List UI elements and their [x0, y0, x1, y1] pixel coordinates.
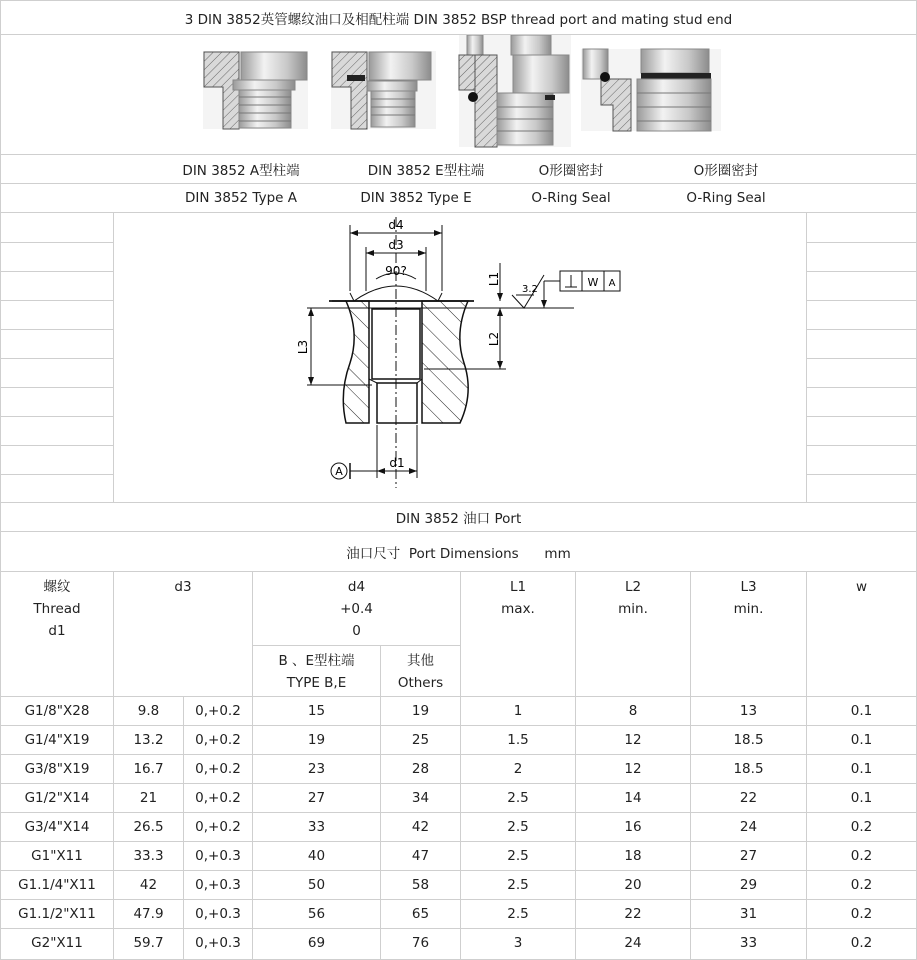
sheet-title: 3 DIN 3852英管螺纹油口及相配柱端 DIN 3852 BSP thread port and mating stud end — [1, 1, 916, 35]
cell-d4-type-be: 50 — [307, 877, 326, 893]
label-en-o-ring-2: O-Ring Seal — [686, 190, 766, 206]
drawing-angle-label: 90? — [385, 264, 407, 278]
header-l1-label: L1 — [509, 579, 527, 595]
cell-d4-others: 42 — [411, 819, 430, 835]
cell-w: 0.2 — [850, 819, 873, 835]
cell-l1: 3 — [513, 935, 523, 951]
cell-d3: 9.8 — [137, 703, 160, 719]
drawing-l1-label: L1 — [487, 271, 501, 287]
port-dimensions-text: 油口尺寸 Port Dimensions mm — [346, 545, 571, 562]
header-l2 — [576, 572, 690, 696]
cell-w: 0.2 — [850, 906, 873, 922]
header-thread-d1: d1 — [48, 623, 66, 639]
header-l1 — [461, 572, 575, 696]
cell-d3: 47.9 — [133, 906, 164, 922]
cell-thread: G1/8"X28 — [24, 703, 90, 719]
cell-thread: G1.1/2"X11 — [18, 906, 96, 922]
header-d4-others-en: Others — [397, 675, 444, 691]
cell-thread: G2"X11 — [31, 935, 83, 951]
cell-thread: G3/8"X19 — [24, 761, 90, 777]
cell-d4-others: 47 — [411, 848, 430, 864]
header-l2-qual: min. — [618, 601, 648, 617]
cell-l2: 12 — [624, 761, 642, 777]
cell-w: 0.1 — [850, 703, 873, 719]
cell-l2: 24 — [624, 935, 642, 951]
drawing-tolerance-datum: A — [608, 278, 616, 289]
header-w-label: w — [855, 579, 868, 595]
cell-l1: 2.5 — [507, 877, 529, 893]
port-drawing-row — [1, 213, 916, 503]
cell-d4-others: 58 — [411, 877, 430, 893]
cell-l1: 1 — [513, 703, 523, 719]
cell-d4-type-be: 23 — [307, 761, 326, 777]
cell-l2: 8 — [628, 703, 638, 719]
header-d4-lower-tol: 0 — [352, 623, 361, 639]
cell-d4-others: 76 — [411, 935, 430, 951]
cell-d4-others: 19 — [411, 703, 430, 719]
type-e-image — [331, 51, 436, 129]
cell-w: 0.2 — [850, 848, 873, 864]
cell-d3: 59.7 — [133, 935, 164, 951]
header-l1-qual: max. — [501, 601, 535, 617]
cell-d4-type-be: 27 — [307, 790, 326, 806]
cell-d4-others: 65 — [411, 906, 430, 922]
cell-l2: 22 — [624, 906, 642, 922]
stud-end-images — [1, 35, 916, 155]
drawing-d3-label: d3 — [388, 238, 404, 252]
drawing-l2-label: L2 — [487, 331, 501, 347]
header-d4-others — [381, 646, 460, 696]
stud-end-illustrations — [1, 35, 916, 155]
cell-d4-type-be: 19 — [307, 732, 326, 748]
header-d4-label: d4 — [347, 579, 366, 595]
header-d4 — [253, 572, 460, 645]
cell-d3-tol: 0,+0.2 — [195, 819, 241, 835]
cell-d3-tol: 0,+0.3 — [195, 877, 241, 893]
drawing-roughness-label: 3.2 — [522, 284, 538, 295]
cell-d3: 13.2 — [133, 732, 164, 748]
cell-d3-tol: 0,+0.3 — [195, 848, 241, 864]
type-a-image — [203, 51, 308, 129]
cell-w: 0.2 — [850, 935, 873, 951]
cell-w: 0.1 — [850, 732, 873, 748]
labels-cn-row — [1, 155, 916, 184]
header-l2-label: L2 — [624, 579, 642, 595]
cell-d3: 21 — [139, 790, 158, 806]
cell-l3: 33 — [739, 935, 758, 951]
header-l3-qual: min. — [733, 601, 764, 617]
cell-d4-others: 34 — [411, 790, 430, 806]
label-en-o-ring-1: O-Ring Seal — [531, 190, 611, 206]
cell-l2: 18 — [624, 848, 642, 864]
cell-l1: 2.5 — [507, 790, 529, 806]
drawing-d1-label: d1 — [389, 456, 405, 470]
cell-d3-tol: 0,+0.2 — [195, 790, 241, 806]
label-cn-o-ring-1: O形圈密封 — [538, 163, 604, 179]
header-d4-upper-tol: +0.4 — [340, 601, 373, 617]
header-d3-label: d3 — [174, 579, 192, 595]
header-thread-cn: 螺纹 — [43, 579, 71, 595]
cell-l3: 24 — [739, 819, 758, 835]
cell-thread: G1.1/4"X11 — [18, 877, 96, 893]
label-en-type-a: DIN 3852 Type A — [185, 190, 297, 206]
o-ring-seal-image-2 — [581, 49, 721, 131]
cell-l3: 13 — [739, 703, 758, 719]
cell-d4-others: 28 — [411, 761, 430, 777]
header-d4-type-be-cn: B 、E型柱端 — [278, 653, 355, 669]
cell-l3: 31 — [739, 906, 758, 922]
labels-en-row — [1, 184, 916, 213]
cell-w: 0.2 — [850, 877, 873, 893]
cell-d3: 42 — [139, 877, 158, 893]
o-ring-seal-image-1 — [459, 35, 571, 147]
header-d4-type-be-en: TYPE B,E — [286, 675, 347, 691]
cell-d3: 33.3 — [133, 848, 164, 864]
header-l3 — [691, 572, 806, 696]
header-w — [807, 572, 916, 696]
cell-l3: 22 — [739, 790, 758, 806]
cell-d4-others: 25 — [411, 732, 430, 748]
cell-l2: 16 — [624, 819, 642, 835]
header-d4-type-be — [253, 646, 380, 696]
cell-l3: 29 — [739, 877, 758, 893]
label-cn-type-a: DIN 3852 A型柱端 — [182, 163, 300, 179]
cell-w: 0.1 — [850, 761, 873, 777]
drawing-d4-label: d4 — [388, 218, 404, 232]
cell-d3-tol: 0,+0.3 — [195, 935, 241, 951]
cell-l3: 18.5 — [733, 732, 764, 748]
header-d3 — [114, 572, 252, 696]
header-d4-others-cn: 其他 — [407, 653, 434, 669]
header-thread-en: Thread — [33, 601, 81, 617]
cell-l2: 20 — [624, 877, 642, 893]
cell-d4-type-be: 69 — [307, 935, 326, 951]
cell-thread: G3/4"X14 — [24, 819, 90, 835]
port-dimensions-title — [1, 532, 916, 572]
cell-thread: G1/2"X14 — [24, 790, 90, 806]
cell-d3: 16.7 — [133, 761, 164, 777]
cell-thread: G1/4"X19 — [24, 732, 90, 748]
cell-thread: G1"X11 — [31, 848, 83, 864]
cell-l1: 1.5 — [507, 732, 529, 748]
cell-d3: 26.5 — [133, 819, 164, 835]
label-en-type-e: DIN 3852 Type E — [360, 190, 472, 206]
label-cn-type-e: DIN 3852 E型柱端 — [367, 163, 485, 179]
cell-d4-type-be: 15 — [307, 703, 326, 719]
cell-l2: 12 — [624, 732, 642, 748]
cell-d3-tol: 0,+0.3 — [195, 906, 241, 922]
port-dimension-drawing — [114, 213, 806, 502]
cell-l1: 2.5 — [507, 848, 529, 864]
cell-d3-tol: 0,+0.2 — [195, 703, 241, 719]
label-cn-o-ring-2: O形圈密封 — [693, 163, 759, 179]
cell-d3-tol: 0,+0.2 — [195, 732, 241, 748]
drawing-l3-label: L3 — [296, 339, 310, 355]
header-thread — [1, 572, 113, 696]
cell-d3-tol: 0,+0.2 — [195, 761, 241, 777]
cell-l1: 2.5 — [507, 819, 529, 835]
drawing-datum-a: A — [335, 465, 343, 478]
cell-d4-type-be: 56 — [307, 906, 326, 922]
cell-l3: 27 — [739, 848, 758, 864]
cell-d4-type-be: 33 — [307, 819, 326, 835]
cell-l3: 18.5 — [733, 761, 764, 777]
header-l3-label: L3 — [740, 579, 757, 595]
cell-l1: 2 — [513, 761, 523, 777]
port-title: DIN 3852 油口 Port — [1, 503, 916, 532]
drawing-tolerance-w: W — [587, 276, 599, 289]
dimension-table — [1, 572, 916, 959]
cell-d4-type-be: 40 — [307, 848, 326, 864]
cell-w: 0.1 — [850, 790, 873, 806]
cell-l1: 2.5 — [507, 906, 529, 922]
cell-l2: 14 — [624, 790, 642, 806]
